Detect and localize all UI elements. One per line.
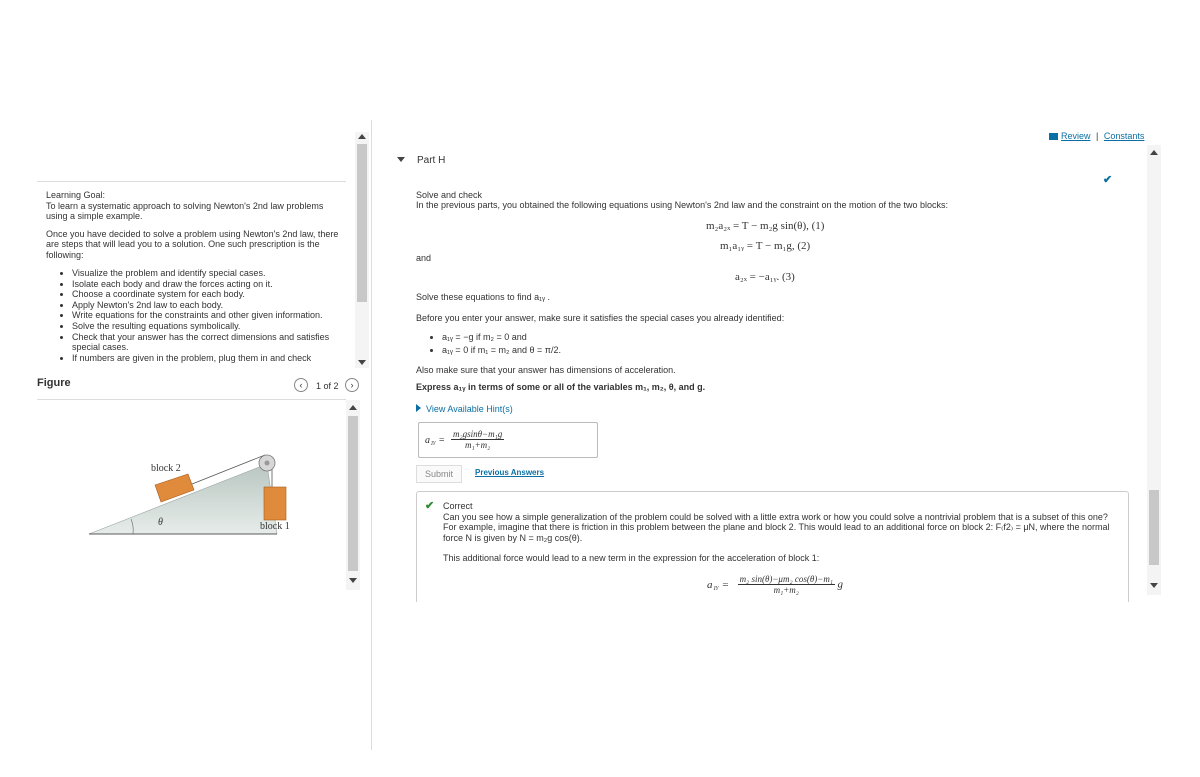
learning-goal [46,190,341,363]
equation-3: a₂ₓ = −a₁ᵧ. (3) [735,271,795,283]
feedback-box [416,491,1129,602]
list-item: • a₁ᵧ = −g if m₂ = 0 and [442,332,561,343]
problem-intro: In the previous parts, you obtained the following equations using Newton's 2nd law and the constraint on the motion of the two blocks: [416,200,949,210]
formula-numerator: m₂ sin(θ)−μm₂ cos(θ)−m₁ [739,574,833,584]
correct-check-icon: ✔ [425,500,435,512]
scroll-down-icon[interactable] [1150,583,1158,588]
scroll-down-icon[interactable] [358,360,366,365]
block1-label: block 1 [260,521,290,532]
learning-goal-scrollbar[interactable] [355,132,369,368]
incline-plane [89,464,277,534]
theta-label: θ [158,517,163,528]
block2-label: block 2 [151,463,181,474]
review-icon [1049,133,1058,140]
express-text: Express a₁ᵧ in terms of some or all of the variables m₁, m₂, θ, and g. [416,382,706,392]
header-separator: | [1096,131,1099,141]
part-checkmark-icon: ✔ [1103,174,1113,186]
formula-tail: g [837,578,843,591]
review-link[interactable]: Review [1061,131,1091,141]
answer-box[interactable] [418,422,598,458]
panel-divider [371,120,372,750]
review-constants [1049,131,1144,141]
list-item: • Choose a coordinate system for each body. [72,289,341,300]
intro-text: Once you have decided to solve a problem using Newton's 2nd law, there are steps that will lead you to a solution. One such prescription is the following: [46,228,339,260]
equation-2: m₁a₁ᵧ = T − m₁g, (2) [720,240,811,252]
answer-denominator: m₁+m₂ [464,440,491,450]
left-top-divider [37,181,346,182]
answer-numerator: m₂gsinθ−m₁g [453,429,503,439]
scroll-thumb[interactable] [357,144,367,302]
feedback-line2: For example, imagine that there is friction in this problem between the plane and block 2. This would lead to an additional force on block 2: F₍f2₎ = μN, where the normal force N is given by N = m₂g cos(θ). [443,522,1110,543]
figure-divider [37,399,346,400]
steps-list [46,268,341,363]
content-scrollbar[interactable] [1147,145,1161,595]
list-item: • If numbers are given in the problem, plug them in and check [72,353,341,364]
special-cases-list [416,332,561,355]
view-hints-label[interactable]: View Available Hint(s) [426,404,513,414]
figure-scrollbar[interactable] [346,400,360,590]
solve-text: Solve these equations to find a₁ᵧ . [416,292,551,302]
formula-fraction [738,574,835,595]
feedback-line3: This additional force would lead to a new term in the expression for the acceleration of block 1: [443,553,820,563]
constants-link[interactable]: Constants [1103,131,1145,141]
part-title[interactable]: Part H [417,155,446,166]
answer-fraction [451,429,504,450]
dimensions-text: Also make sure that your answer has dimensions of acceleration. [416,365,676,375]
learning-goal-title: Learning Goal: [46,190,106,200]
special-intro: Before you enter your answer, make sure it satisfies the special cases you already identified: [416,313,785,323]
scroll-up-icon[interactable] [358,134,366,139]
formula-lhs: a₁ᵧ = [707,578,730,591]
feedback-line1: Can you see how a simple generalization of the problem could be solved with a little extra work or how you could solve a nontrivial problem that is a subset of this one? [443,512,1108,522]
block-1 [264,487,286,520]
feedback-formula [707,574,843,595]
answer-lhs: a₁ᵧ = [425,435,446,446]
part-toggle[interactable] [397,157,405,162]
collapse-chevron-icon[interactable] [397,157,405,162]
list-item: • Write equations for the constraints and other given information. [72,310,341,321]
list-item: • a₁ᵧ = 0 if m₁ = m₂ and θ = π/2. [442,345,561,356]
list-item: • Check that your answer has the correct dimensions and satisfies special cases. [72,332,341,353]
list-item: • Apply Newton's 2nd law to each body. [72,300,341,311]
left-panel [0,120,372,750]
scroll-up-icon[interactable] [349,405,357,410]
list-item: • Solve the resulting equations symbolically. [72,321,341,332]
scroll-down-icon[interactable] [349,578,357,583]
figure-title: Figure [37,377,71,389]
learning-goal-text: To learn a systematic approach to solving Newton's 2nd law problems using a simple example. [46,200,324,221]
previous-answers-link[interactable]: Previous Answers [475,468,545,477]
list-item: • Visualize the problem and identify special cases. [72,268,341,279]
figure-pager: 1 of 2 [316,381,339,391]
feedback-title: Correct [443,501,473,511]
scroll-up-icon[interactable] [1150,150,1158,155]
hint-caret-icon[interactable] [416,404,421,412]
scroll-thumb[interactable] [1149,490,1159,565]
figure-prev-button[interactable]: ‹ [294,378,308,392]
scroll-thumb[interactable] [348,416,358,571]
view-hints[interactable] [416,404,513,414]
formula-denominator: m₁+m₂ [773,585,799,595]
and-label: and [416,253,432,263]
submit-button[interactable]: Submit [416,465,462,483]
equation-1: m₂a₂ₓ = T − m₂g sin(θ), (1) [706,220,825,232]
list-item: • Isolate each body and draw the forces acting on it. [72,279,341,290]
figure-next-button[interactable]: › [345,378,359,392]
solve-heading: Solve and check [416,190,483,200]
